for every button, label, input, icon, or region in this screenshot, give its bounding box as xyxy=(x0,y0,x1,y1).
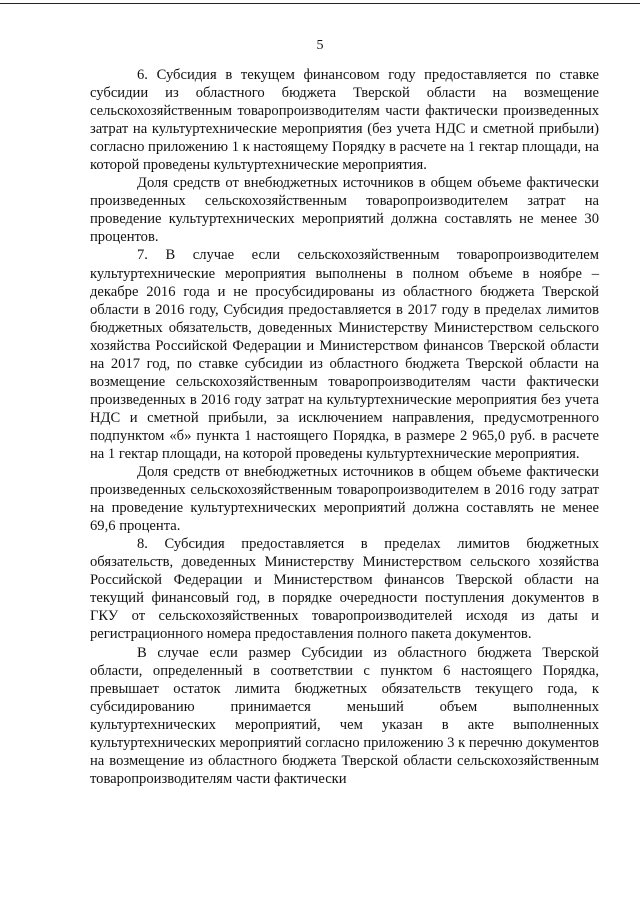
paragraph-item-8: 8. Субсидия предоставляется в пределах лимитов бюджетных обязательств, доведенных Министерству Министерством сельского хозяйства Российской Федерации и Министерством финансов Тверской области на текущий финансовый год, в порядке очередности поступления документов в ГКУ от сельскохозяйственных товаропроизводителей исходя из даты и регистрационного номера предоставления полного пакета документов. xyxy=(90,536,599,643)
paragraph-item-7-share: Доля средств от внебюджетных источников в общем объеме фактически произведенных сельскохозяйственным товаропроизводителем в 2016 году затрат на проведение культуртехнических мероприятий должна составлять не менее 69,6 процента. xyxy=(90,464,599,535)
paragraph-item-7: 7. В случае если сельскохозяйственным товаропроизводителем культуртехнические мероприятия выполнены в полном объеме в ноябре – декабре 2016 года и не просубсидированы из областного бюджета Тверской области в 2016 году, Субсидия предоставляется в 2017 году в пределах лимитов бюджетных обязательств, доведенных Министерству Министерством сельского хозяйства Российской Федерации и Министерством финансов Тверской области на 2017 год, по ставке субсидии из областного бюджета Тверской области на возмещение сельскохозяйственным товаропроизводителям части фактически произведенных в 2016 году затрат на культуртехнические мероприятия без учета НДС и сметной прибыли, за исключением направления, предусмотренного подпунктом «б» пункта 1 настоящего Порядка, в размере 2 965,0 руб. в расчете на 1 гектар площади, на которой проведены культуртехнические мероприятия. xyxy=(90,247,599,462)
top-border-line xyxy=(0,3,640,4)
paragraph-item-8-limit-case: В случае если размер Субсидии из областного бюджета Тверской области, определенный в соответствии с пунктом 6 настоящего Порядка, превышает остаток лимита бюджетных обязательств текущего года, к субсидированию принимается меньший объем выполненных культуртехнических мероприятий, чем указан в акте выполненных культуртехнических мероприятий согласно приложению 3 к перечню документов на возмещение из областного бюджета Тверской области сельскохозяйственным товаропроизводителям части фактически xyxy=(90,644,599,787)
document-body xyxy=(90,66,599,788)
paragraph-item-6-share: Доля средств от внебюджетных источников в общем объеме фактически произведенных сельскохозяйственным товаропроизводителем затрат на проведение культуртехнических мероприятий должна составлять не менее 30 процентов. xyxy=(90,175,599,246)
paragraph-item-6: 6. Субсидия в текущем финансовом году предоставляется по ставке субсидии из областного бюджета Тверской области на возмещение сельскохозяйственным товаропроизводителям части фактически произведенных затрат на культуртехнические мероприятия (без учета НДС и сметной прибыли) согласно приложению 1 к настоящему Порядку в расчете на 1 гектар площади, на которой проведены культуртехнические мероприятия. xyxy=(90,67,599,174)
page-number: 5 xyxy=(316,38,324,53)
